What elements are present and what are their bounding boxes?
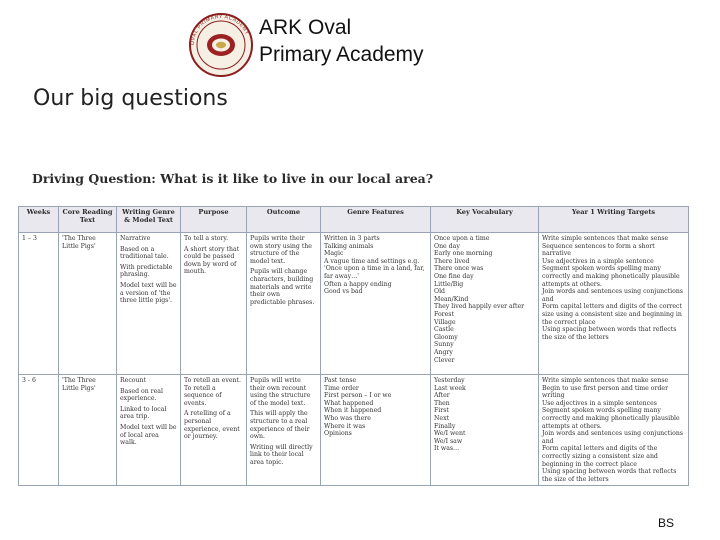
cell-line: Using spacing between words that reflects the size of the letters (542, 468, 677, 483)
table-cell-core-text: 'The Three Little Pigs' (59, 375, 117, 486)
cell-line: Talking animals (324, 242, 374, 250)
cell-line: Pupils write their own story using the structure of the model text. (250, 235, 312, 265)
school-name (259, 14, 424, 68)
cell-line: A short story that could be passed down by word of mouth. (184, 245, 240, 276)
cell-line: Form capital letters and digits of the correctly sizing a consistent size and beginning in the correct place (542, 445, 658, 468)
col-header: Writing Genre & Model Text (117, 207, 181, 233)
cell-line: Using spacing between words that reflects the size of the letters (542, 326, 677, 341)
author-initials: BS (658, 516, 675, 530)
table-cell-targets (539, 233, 689, 375)
cell-line: Past tense (324, 377, 357, 384)
cell-line: What happened (324, 399, 374, 407)
table-row (19, 233, 689, 375)
cell-line: Written in 3 parts (324, 235, 380, 242)
cell-line: Forest (434, 310, 454, 318)
cell-line: Yesterday (434, 377, 465, 384)
cell-line: Segment spoken words spelling many correctly and making phonetically plausible attempts at others. (542, 407, 680, 430)
cell-line: There lived (434, 257, 470, 265)
cell-line: Begin to use first person and time order writing (542, 384, 669, 400)
cell-line: Finally (434, 422, 456, 430)
table-cell-purpose (181, 375, 247, 486)
cell-line: Based on a traditional tale. (120, 245, 169, 261)
cell-line: Model text will be of local area walk. (120, 423, 177, 447)
table-cell-outcome (247, 233, 321, 375)
cell-line: Join words and sentences using conjunctions and (542, 430, 683, 445)
table-cell-weeks: 3 - 6 (19, 375, 59, 486)
cell-line: Time order (324, 384, 359, 392)
col-header: Genre Features (321, 207, 431, 233)
cell-line: Segment spoken words spelling many correctly and making phonetically plausible attempts at others. (542, 265, 680, 288)
cell-line: They lived happily ever after (434, 303, 525, 311)
cell-line: Early one morning (434, 250, 493, 258)
col-header: Core Reading Text (59, 207, 117, 233)
cell-line: One day (434, 242, 460, 250)
table-cell-genre (117, 233, 181, 375)
cell-line: To tell a story. (184, 235, 229, 242)
cell-line: Model text will be a version of 'the three little pigs'. (120, 281, 177, 305)
table-cell-genre-features (321, 233, 431, 375)
table-cell-purpose (181, 233, 247, 375)
table-cell-outcome (247, 375, 321, 486)
cell-line: We/I went (434, 430, 466, 438)
cell-line: Angry (434, 348, 453, 356)
table-cell-vocab (431, 233, 539, 375)
cell-line: One fine day (434, 272, 474, 280)
cell-line: Based on real experience. (120, 387, 163, 403)
cell-line: Join words and sentences using conjunctions and (542, 288, 683, 303)
col-header: Purpose (181, 207, 247, 233)
cell-line: Opinions (324, 430, 352, 438)
table-cell-genre-features (321, 375, 431, 486)
col-header: Outcome (247, 207, 321, 233)
cell-line: Next (434, 414, 450, 422)
school-logo (188, 12, 254, 78)
driving-question: Driving Question: What is it like to live in our local area? (32, 171, 434, 186)
cell-line: There once was (434, 265, 484, 273)
cell-line: First (434, 407, 449, 415)
col-header: Weeks (19, 207, 59, 233)
cell-line: Use adjectives in a simple sentences (542, 399, 657, 407)
cell-line: Then (434, 399, 450, 407)
cell-line: After (434, 392, 450, 400)
cell-line: Good vs bad (324, 288, 363, 296)
cell-line: Village (434, 318, 456, 326)
col-header: Year 1 Writing Targets (539, 207, 689, 233)
cell-line: Write simple sentences that make sense (542, 235, 669, 242)
cell-line: It was… (434, 445, 460, 453)
cell-line: Write simple sentences that make sense (542, 377, 669, 384)
cell-line: Little/Big (434, 280, 464, 288)
cell-line: To retell an event. To retell a sequence of events. (184, 377, 241, 407)
cell-line: Sunny (434, 341, 454, 349)
cell-line: When it happened (324, 407, 382, 415)
school-name-line2: Primary Academy (259, 43, 424, 66)
cell-line: Writing will directly link to their local area topic. (250, 443, 313, 466)
cell-line: Castle (434, 326, 454, 334)
cell-line: Linked to local area trip. (120, 405, 167, 421)
cell-line: Where it was (324, 422, 366, 430)
cell-line: First person – I or we (324, 392, 392, 400)
logo-ring-text: OVAL PRIMARY ACADEMY (189, 13, 250, 46)
cell-line: Pupils will change characters, building materials and write their own predictable phrases. (250, 268, 315, 306)
table-row (19, 375, 689, 486)
cell-line: Mean/Kind (434, 295, 469, 303)
page-title: Our big questions (33, 86, 228, 111)
table-cell-weeks: 1 – 3 (19, 233, 59, 375)
cell-line: Form capital letters and digits of the correct size using a consistent size and beginning in the correct place (542, 303, 682, 326)
cell-line: Once upon a time (434, 235, 490, 242)
school-name-line1: ARK Oval (259, 16, 352, 39)
cell-line: Narrative (120, 235, 151, 242)
table-cell-targets (539, 375, 689, 486)
cell-line: A retelling of a personal experience, event or journey. (184, 410, 240, 441)
cell-line: This will apply the structure to a real experience of their own. (250, 410, 310, 441)
cell-line: Last week (434, 384, 466, 392)
table-cell-core-text: 'The Three Little Pigs' (59, 233, 117, 375)
table-cell-genre (117, 375, 181, 486)
cell-line: Often a happy ending (324, 280, 392, 288)
cell-line: Clever (434, 356, 455, 364)
cell-line: Who was there (324, 414, 371, 422)
cell-line: We/I saw (434, 437, 463, 445)
planning-table (18, 206, 689, 486)
cell-line: Gloomy (434, 333, 458, 341)
cell-line: With predictable phrasing. (120, 263, 173, 279)
table-header-row (19, 207, 689, 233)
table-cell-vocab (431, 375, 539, 486)
cell-line: Old (434, 288, 446, 296)
cell-line: Pupils will write their own recount using the structure of the model text. (250, 377, 311, 407)
cell-line: Recount (120, 377, 146, 384)
cell-line: A vague time and settings e.g. 'Once upon a time in a land, far, far away…' (324, 257, 425, 280)
cell-line: Magic (324, 250, 344, 258)
cell-line: Use adjectives in a simple sentence (542, 257, 654, 265)
col-header: Key Vocabulary (431, 207, 539, 233)
cell-line: Sequence sentences to form a short narrative (542, 242, 655, 258)
